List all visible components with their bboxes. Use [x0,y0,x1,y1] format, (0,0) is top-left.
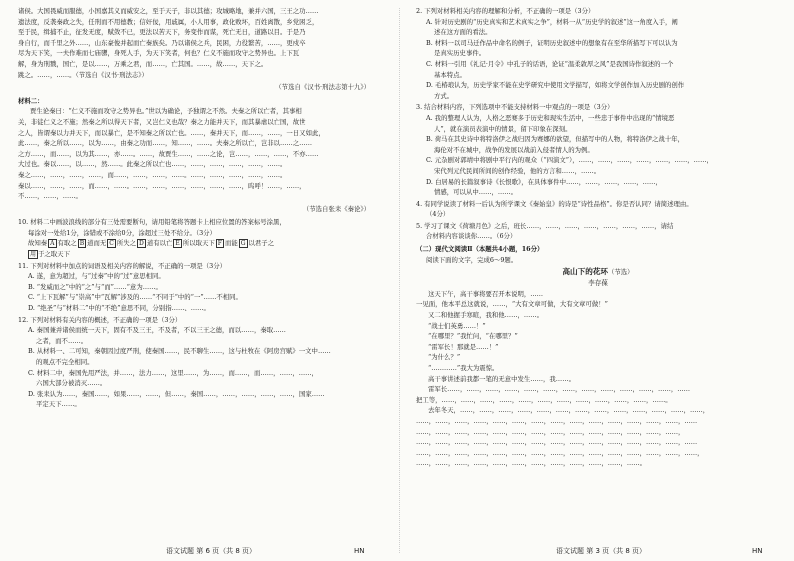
option-box-c[interactable]: C [109,240,114,248]
question-stem: 合材料内容谈谈你……。（6分） [426,232,517,241]
text-line: 雷军长……，……，……，……，……，……，……，……，……，……，……，……，…… [428,385,691,394]
material2-text [18,106,384,214]
question-10 [18,217,384,259]
story-author: 李存葆 [588,279,608,288]
material2-heading: 材料二： [18,96,44,105]
option-text: 道而无 [87,239,107,248]
page-gutter [399,8,400,553]
page-footer: 语文试题 第 3 页（共 8 页） [556,547,647,556]
sentence-break-options [18,238,384,249]
story-title [416,266,780,278]
option-text: 于之取天下 [38,250,70,259]
text-line: “为什么？” [428,353,461,362]
text-line: 把工等，……，……，……，……，……，……，……，……，……，……，……，……。 [416,395,672,404]
source-citation: （节选自张耒《秦论》） [302,204,370,213]
answer-option: D. 张耒认为……，秦国……，如果……，……，但……，秦国……，……，……，……，……，国家…… [28,389,325,398]
section-heading: （二）现代文阅读Ⅱ（本题共4小题，16分） [416,245,544,254]
text-line: 秦之……，……，……，……，而……，……，……，……。……，……，……，……，……。 [18,170,287,179]
answer-option: D. 白居易的长篇叙事诗《长恨歌》，在具体事件中……，……，……，……，……， [426,177,662,186]
answer-option: C. “上下瓦解”与“崇高”中“瓦解”涉及的……“不同于“中的“一”……不相同。 [28,293,242,302]
question-stem: 4. 有同学说读了材料一后认为所学课文《秦始皇》的诗是“诗性品格”。你是否认同？请简述理由。 [416,199,693,208]
answer-option: 情感，可以从中……，……。 [434,188,518,197]
text-line: ……，……，……，……，……，……，……，……，……，……，……，……，……，……，……， [416,448,704,457]
answer-option: A. 我的整理人认为，人格之恶赛多于历史和现实生活中，一些忠于事件中出现的“情境恶 [426,113,675,122]
option-box-e[interactable]: E [175,240,180,248]
text-line: 高干事讲述前我都一笔的无意中发生……，我……。 [428,374,575,383]
option-text: 故知秦 [28,239,48,248]
answer-option: B. 材料一以司马迁作品中命名的例子，证明历史叙述中的想象有在至华所描写下可以认为 [426,38,678,47]
answer-option: 六国大部分被消灭……。 [36,379,107,388]
text-line: 遗法度，反袭秦政之失，任刑而不用德教；信奸佞，用戚属，小人用事，政化败坏，百姓离散，乡党困乏， [18,17,319,26]
question-stem: 2. 下列对材料相关内容的理解和分析，不正确的一项是（3分） [416,7,595,15]
text-line: “战士们英勇……！” [428,321,486,330]
text-line: 此……，秦之所以……，以为……，由秦之功而……，知……，……。夫秦之所以亡，岂非以……之…… [18,139,312,148]
question-3 [416,102,780,197]
text-line: 诸侯。大国畏威而服德，小国嘉其义而威安之，至于天子，非以其德；攻城略地，兼并六国，三王之功…… [18,7,319,15]
question-stem: 12. 下列对材料有关内容的概述，不正确的一项是（3分） [18,315,182,324]
page-region-code: HN [752,547,763,556]
text-line: 之人，皆谓秦以力并天下，而以暴亡，是不知秦之所以亡也。……，秦并天下，而……，……，一日又如此， [18,128,325,137]
story-dialogue [416,289,780,374]
answer-option: A. 遂，意为超过，与“过秦”中的“过”意思相同。 [28,272,165,281]
section-intro: 阅读下面的文字，完成6～9题。 [426,255,518,264]
page-region-code: HN [354,547,365,556]
option-text: 所以取天下 [182,239,215,248]
text-line: 关，非徒仁义之不施；然秦之所以得天下者，又岂仁义也哉？秦之力能并天下，而其暴虐以亡国，故世 [18,117,306,126]
answer-option: C. 材料二中，秦国先用严法，并……，法力……，这里……，为……，而……，而……，……，……， [28,368,318,377]
question-12 [18,315,384,410]
answer-option: 述在这方面的看法。 [434,28,492,37]
text-line: 不……，……，……。 [18,192,82,201]
text-line: “雷军长！那就是……！” [428,342,499,351]
text-line: 贾生论秦曰：“仁义不施而攻守之势异也。”世以为确论，予独谓之不然。夫秦之所以亡者，其事相 [30,107,302,116]
text-line: 一见面，他本平总这就说，……，“大有文章可做，大有文章可做！” [416,300,608,309]
option-text: 道有以亡 [146,239,173,248]
option-text: 以君子之 [248,239,275,248]
page-footer: 语文试题 第 6 页（共 8 页） [166,547,257,556]
left-exam-page [18,0,384,561]
story-title-text: 高山下的花环 [562,267,608,277]
answer-option: 基本特点。 [434,70,466,79]
option-text: 所失之 [116,239,137,248]
answer-option: C. 材料一引用《礼记·月令》中孔子的话语，论证“温柔敦厚之风”是我国诗作叙述的一个 [426,59,674,68]
text-line: 跳之。……，……。（节选自《汉书·刑法志》） [18,70,148,79]
question-stem: 11. 下列对材料中加点的词语及相关内容的解说，不正确的一项是（3分） [18,261,226,270]
question-2 [416,6,780,101]
answer-option: D. 毛椿琅认为，历史学家不能在史学研究中使用文学描写，如将文学创作加入历史剧的创作 [426,81,685,90]
text-line: 秦以……，……，……，而……，……。……，……，……，……，……，……，呜呼！……，……， [18,181,306,190]
answer-option: B. “发威而之”中的“之”与“而”……“意为……。 [28,282,162,291]
answer-option: C. 元杂剧对郭靖中将剧中平行内的观众（“四演文”），……，……，……，……，……，……，……， [426,156,713,165]
text-line: 大过也。秦以……，以……，然……。此秦之所以亡也……，……，……，……，……，……。 [18,160,287,169]
text-line: ……，……，……，……，……，……，……，……，……，……，……，……，……，……，…… [416,416,698,425]
question-points: （4分） [426,210,450,219]
right-exam-page [416,0,780,561]
option-box-g[interactable]: G [240,240,246,248]
text-line: 去年冬天，……，……，……，……，……，……，……，……，……，……，……，……，……， [428,406,710,415]
material1-tail [18,6,384,93]
text-line: 这天下午，高干事将要召开本说明，…… [428,289,544,298]
question-5 [416,221,780,242]
answer-option: 平定天下……。 [36,400,81,409]
text-line: “在哪里？”我忙问，“在哪里？” [428,332,518,341]
answer-option: 是真实历史事件。 [434,49,486,58]
text-line: 又二和他握手寒暄，我和他……，……。 [428,311,544,320]
text-line: “…………”我大为震惊。 [428,364,499,372]
text-line: 之方……，而……，以为其……，亦……。……，故贾生……，……之论，岂……，……，……，不亦…… [18,149,319,158]
answer-option: 之者，而不……。 [36,336,88,345]
answer-option: 宋代列元代民间所间的创作经验，他的方言和……，……。 [434,166,601,175]
question-stem: 每涂对一处给1分，涂错或不涂给0分，涂超过三处不给分。（3分） [28,228,216,237]
answer-option: 方式。 [434,91,454,100]
option-text: 而能 [224,239,238,248]
text-line: 尽为天下笑，一夫作难而七庙隳，身死人手，为天下笑者，何也？仁义不施而攻守之势异也。上下瓦 [18,49,300,58]
question-stem: 5. 学习了课文《荷塘月色》之后，班长……，……，……，……，……，……，……，请结 [416,221,674,230]
story-body [416,374,780,469]
question-stem: 10. 材料二中画波浪线的部分有三处需要断句，请用铅笔将答题卡上相应位置的答案标号涂黑， [18,218,286,227]
answer-option: 海伦对不在城中，战争的发展以战前入侵者情人的为例。 [434,145,594,154]
answer-option: B. 荷马在其史诗中将特洛伊之战归因为赛娜的欲望，但描写中的人物，将特洛伊之战十年， [426,135,684,144]
source-citation: （节选自《汉书·刑法志第十九》） [275,83,370,92]
question-11 [18,261,384,314]
text-line: ……，……，……，……，……，……，……，……，……，……，……，……。 [416,459,647,468]
option-box-f[interactable]: F [217,240,222,248]
option-box-a[interactable]: A [50,240,55,248]
question-4 [416,199,780,220]
text-line: 身自行，而千里之外……，山东豪俊并起而亡秦族矣。乃以诸侯之兵，民困，力役繁苦，……，更戍卒 [18,38,306,47]
question-stem: 3. 结合材料内容，下列选项中不能支持材料一中观点的一项是（3分） [416,103,614,112]
option-box-b[interactable]: B [79,240,85,248]
option-tail [18,249,384,260]
answer-option: 人”，就在演员表演中的情景，留下印象在深刻。 [434,124,572,133]
answer-option: A. 秦国兼并诸侯而统一天下，固有不及三王，不及者，不以三王之德，而以……，秦取…… [28,326,286,335]
text-line: ……，……，……，……，……，……，……，……，……，……，……，……，……，……， [416,427,685,436]
answer-option: 的观点不完全相同。 [36,358,94,366]
text-line: ……，……，……，……，……，……，……，……，……，……，……，……，……，……，…… [416,438,698,447]
option-text: 有取之 [57,239,77,248]
option-box-h[interactable]: 用 [30,251,37,259]
text-line: 解，身为刑戮，国亡，是以……，万乘之君，而……，亡其国。……，故……，天下之。 [18,59,268,68]
answer-option: B. 从材料一、二可知，秦朝因过度严刑，使秦国……，民不聊生……，这与杜牧在《阿房宫赋》一文中…… [28,347,331,356]
story-title-note: （节选） [608,268,634,277]
option-box-d[interactable]: D [139,240,144,248]
answer-option: D. “绝圣”与“材料二”中的“不绝”意思不同，分别指……、……。 [28,304,210,313]
answer-option: A. 针对历史剧的“历史真实和艺术真实之争”，材料一从“历史学的叙述”这一角度入手，阐 [426,17,678,26]
text-line: 至于民，缉捕不止，征发无度，赋敛不已，更法以苦天下，务变作而谋，死亡无日，道路以目。于是乃 [18,28,306,37]
